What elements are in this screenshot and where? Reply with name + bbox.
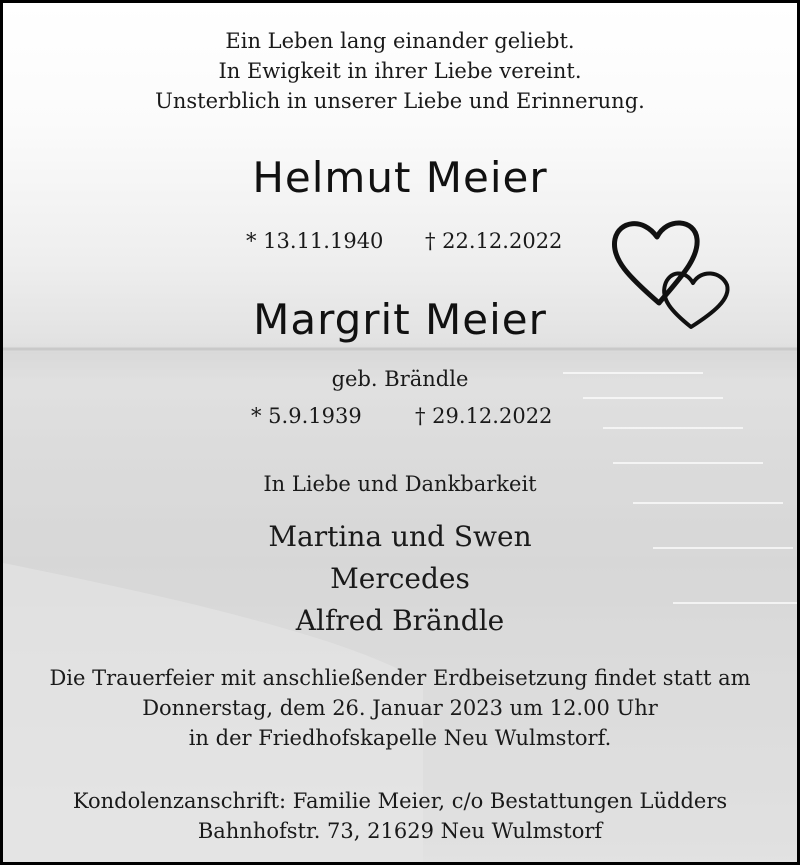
ceremony-line-2: Donnerstag, dem 26. Januar 2023 um 12.00 Uhr bbox=[142, 696, 658, 720]
mourner-2: Mercedes bbox=[330, 562, 470, 595]
person2-name: Margrit Meier bbox=[253, 295, 547, 344]
verse-line-1: Ein Leben lang einander geliebt. bbox=[225, 29, 575, 53]
person2-maiden-name: geb. Brändle bbox=[331, 367, 469, 391]
mourner-1: Martina und Swen bbox=[268, 520, 532, 553]
verse-line-2: In Ewigkeit in ihrer Liebe vereint. bbox=[218, 59, 582, 83]
person1-name: Helmut Meier bbox=[252, 153, 548, 202]
person2-birth-date: * 5.9.1939 bbox=[251, 404, 362, 428]
person1-death-date: † 22.12.2022 bbox=[425, 229, 563, 253]
person1-birth-date: * 13.11.1940 bbox=[246, 229, 384, 253]
ceremony-line-1: Die Trauerfeier mit anschließender Erdbeisetzung findet statt am bbox=[49, 666, 751, 690]
ceremony-line-3: in der Friedhofskapelle Neu Wulmstorf. bbox=[188, 726, 612, 750]
person2-death-date: † 29.12.2022 bbox=[415, 404, 553, 428]
condolence-line-2: Bahnhofstr. 73, 21629 Neu Wulmstorf bbox=[197, 819, 603, 843]
verse-line-3: Unsterblich in unserer Liebe und Erinnerung. bbox=[155, 89, 645, 113]
gratitude-line: In Liebe und Dankbarkeit bbox=[263, 472, 537, 496]
mourner-3: Alfred Brändle bbox=[295, 604, 505, 637]
condolence-line-1: Kondolenzanschrift: Familie Meier, c/o Bestattungen Lüdders bbox=[72, 789, 728, 813]
